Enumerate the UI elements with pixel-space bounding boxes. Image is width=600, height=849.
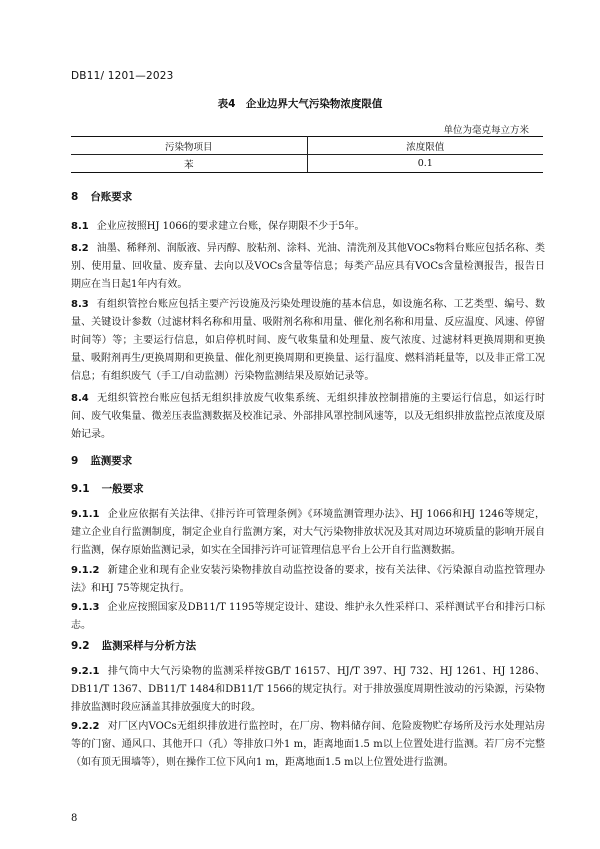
clause-text: 企业应依据有关法律、《排污许可管理条例》《环境监测管理办法》、HJ 1066和HJ 1246等规定，建立企业自行监测制度，制定企业自行监测方案，对大气污染物排放状况及其对周边环境质量的影响开展自行监测，保存原始监测记录，如实在全国排污许可证管理信息平台上公开自行监测数据。	[71, 509, 545, 556]
clause-text: 无组织管控台账应包括无组织排放废气收集系统、无组织排放控制措施的主要运行信息，如运行时间、废气收集量、微差压表监测数据及校准记录、外部排风罩控制风速等，以及无组织排放监控点浓度及原始记录。	[71, 393, 545, 440]
page-number: 8	[71, 813, 78, 824]
clause-number: 8.2	[71, 243, 89, 254]
clause-text: 企业应按照国家及DB11/T 1195等规定设计、建设、维护永久性采样口、采样测试平台和排污口标志。	[71, 602, 545, 631]
clause-number: 9.1.3	[71, 602, 100, 613]
subsection-number: 9.2	[71, 640, 90, 652]
table-row	[71, 155, 543, 173]
section-8-heading	[71, 189, 132, 204]
section-number: 8	[71, 191, 79, 203]
subsection-9-1-heading	[71, 481, 144, 496]
subsection-title: 一般要求	[101, 483, 144, 495]
clause-number: 9.2.1	[71, 666, 100, 677]
section-title: 台账要求	[90, 191, 133, 203]
clause-9-2-2	[71, 718, 545, 772]
subsection-number: 9.1	[71, 483, 90, 495]
column-header: 浓度限值	[307, 137, 543, 155]
table-header-row	[71, 137, 543, 155]
clause-8-3	[71, 296, 545, 386]
subsection-title: 监测采样与分析方法	[101, 640, 197, 652]
table-cell: 0.1	[307, 155, 543, 173]
section-title: 监测要求	[90, 455, 133, 467]
clause-text: 新建企业和现有企业安装污染物排放自动监控设备的要求，按有关法律、《污染源自动监控管理办法》和HJ 75等规定执行。	[71, 565, 545, 594]
table-cell: 苯	[71, 155, 307, 173]
limits-table	[71, 136, 543, 173]
clause-9-1-1	[71, 506, 545, 560]
clause-number: 9.1.1	[71, 509, 100, 520]
column-header: 污染物项目	[71, 137, 307, 155]
clause-text: 对厂区内VOCs无组织排放进行监控时，在厂房、物料储存间、危险废物贮存场所及污水处理站房等的门窗、通风口、其他开口（孔）等排放口外1 m，距离地面1.5 m以上位置处进行监测。若厂房不完整（如有顶无围墙等），则在操作工位下风向1 m，距离地面1.5 m以上位置处进行监测。	[71, 721, 545, 768]
clause-number: 9.1.2	[71, 565, 100, 576]
clause-text: 排气筒中大气污染物的监测采样按GB/T 16157、HJ/T 397、HJ 732、HJ 1261、HJ 1286、DB11/T 1367、DB11/T 1484和DB11/T 1566的规定执行。对于排放强度周期性波动的污染源，污染物排放监测时段应涵盖其排放强度大的时段。	[71, 666, 545, 713]
clause-8-1	[71, 218, 545, 236]
clause-9-2-1	[71, 663, 545, 717]
clause-text: 油墨、稀释剂、润版液、异丙醇、胶粘剂、涂料、光油、清洗剂及其他VOCs物料台账应包括名称、类别、使用量、回收量、废弃量、去向以及VOCs含量等信息；每类产品应具有VOCs含量检测报告，报告日期应在当日起1年内有效。	[71, 243, 545, 290]
clause-number: 8.3	[71, 299, 89, 310]
table-unit-note: 单位为毫克每立方米	[443, 125, 529, 136]
section-9-heading	[71, 453, 132, 468]
section-number: 9	[71, 455, 79, 467]
clause-text: 企业应按照HJ 1066的要求建立台账，保存期限不少于5年。	[96, 221, 365, 232]
clause-number: 8.4	[71, 393, 89, 404]
clause-9-1-2	[71, 562, 545, 598]
clause-9-1-3	[71, 599, 545, 635]
clause-8-4	[71, 390, 545, 444]
subsection-9-2-heading	[71, 638, 196, 653]
clause-number: 8.1	[71, 221, 89, 232]
table-title: 表4 企业边界大气污染物浓度限值	[217, 98, 383, 110]
clause-8-2	[71, 240, 545, 294]
clause-number: 9.2.2	[71, 721, 100, 732]
document-code: DB11/ 1201—2023	[71, 70, 174, 82]
clause-text: 有组织管控台账应包括主要产污设施及污染处理设施的基本信息，如设施名称、工艺类型、编号、数量、关键设计参数（过滤材料名称和用量、吸附剂名称和用量、催化剂名称和用量、反应温度、风速、停留时间等）等；主要运行信息，如启停机时间、废气收集量和处理量、废气浓度、过滤材料更换周期和更换量、吸附剂再生/更换周期和更换量、催化剂更换周期和更换量、运行温度、燃料消耗量等，以及非正常工况信息；有组织废气（手工/自动监测）污染物监测结果及原始记录等。	[71, 299, 545, 382]
